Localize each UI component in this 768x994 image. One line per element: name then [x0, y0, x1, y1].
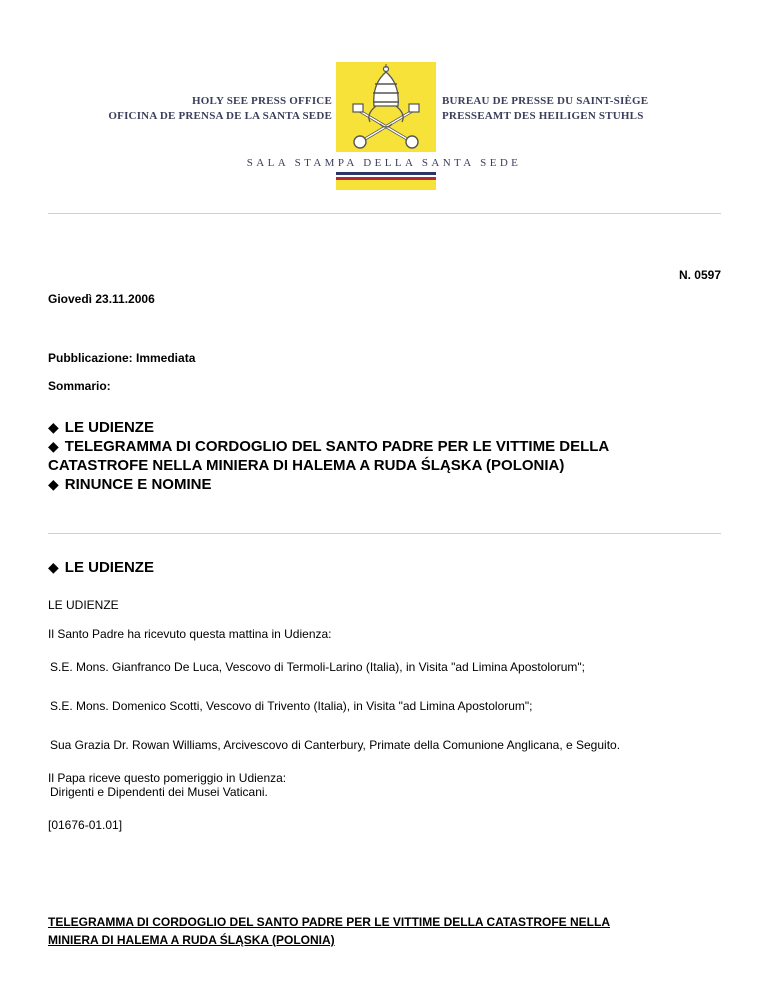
diamond-bullet-icon: ◆ [48, 438, 59, 454]
audience-intro: Il Santo Padre ha ricevuto questa mattina in Udienza: [48, 627, 332, 641]
divider-top [48, 213, 721, 214]
summary-item-udienze[interactable] [48, 418, 728, 437]
section-title-telegramma[interactable] [48, 913, 708, 949]
afternoon-audience: Dirigenti e Dipendenti dei Musei Vaticani. [50, 785, 268, 799]
divider-middle [48, 533, 721, 534]
summary-item-telegramma-cont[interactable]: CATASTROFE NELLA MINIERA DI HALEMA A RUDA ŚLĄSKA (POLONIA) [48, 457, 565, 474]
header-right-line2: PRESSEAMT DES HEILIGEN STUHLS [442, 110, 644, 122]
section-heading-label: LE UDIENZE [64, 559, 154, 576]
flag-stripe-yellow [336, 180, 436, 190]
papal-keys-tiara-emblem-icon [336, 62, 436, 152]
bulletin-date: Giovedì 23.11.2006 [48, 292, 155, 306]
header-left-line2: OFICINA DE PRENSA DE LA SANTA SEDE [108, 110, 332, 122]
sala-stampa-title: SALA STAMPA DELLA SANTA SEDE [246, 157, 522, 169]
section-title-line1: TELEGRAMMA DI CORDOGLIO DEL SANTO PADRE PER LE VITTIME DELLA CATASTROFE NELLA [48, 915, 611, 929]
header-right-text [442, 94, 648, 124]
section-heading-udienze [48, 558, 728, 577]
summary-item-label: RINUNCE E NOMINE [64, 476, 212, 493]
audience-item: Sua Grazia Dr. Rowan Williams, Arcivescovo di Canterbury, Primate della Comunione Anglicana, e Seguito. [50, 738, 621, 752]
audience-item: S.E. Mons. Domenico Scotti, Vescovo di Trivento (Italia), in Visita "ad Limina Apostolorum"; [50, 699, 533, 713]
press-office-header [0, 0, 768, 200]
document-code: [01676-01.01] [48, 818, 123, 832]
header-left-text [108, 94, 332, 124]
section-subheading: LE UDIENZE [48, 598, 119, 612]
summary-item-rinunce[interactable] [48, 475, 728, 494]
bulletin-number: N. 0597 [678, 268, 721, 282]
summary-list [48, 418, 728, 494]
publication-status: Pubblicazione: Immediata [48, 351, 196, 365]
diamond-bullet-icon: ◆ [48, 476, 59, 492]
summary-item-label: TELEGRAMMA DI CORDOGLIO DEL SANTO PADRE PER LE VITTIME DELLA [64, 438, 610, 455]
afternoon-intro: Il Papa riceve questo pomeriggio in Udienza: [48, 771, 287, 785]
summary-label: Sommario: [48, 379, 111, 393]
section-title-line2: MINIERA DI HALEMA A RUDA ŚLĄSKA (POLONIA) [48, 933, 335, 947]
summary-item-telegramma[interactable] [48, 437, 728, 456]
audience-item: S.E. Mons. Gianfranco De Luca, Vescovo di Termoli-Larino (Italia), in Visita "ad Limina Apostolorum"; [50, 660, 585, 674]
header-right-line1: BUREAU DE PRESSE DU SAINT-SIÈGE [442, 95, 649, 107]
header-left-line1: HOLY SEE PRESS OFFICE [191, 95, 332, 107]
summary-item-label: LE UDIENZE [64, 419, 154, 436]
diamond-bullet-icon: ◆ [48, 559, 59, 575]
diamond-bullet-icon: ◆ [48, 419, 59, 435]
